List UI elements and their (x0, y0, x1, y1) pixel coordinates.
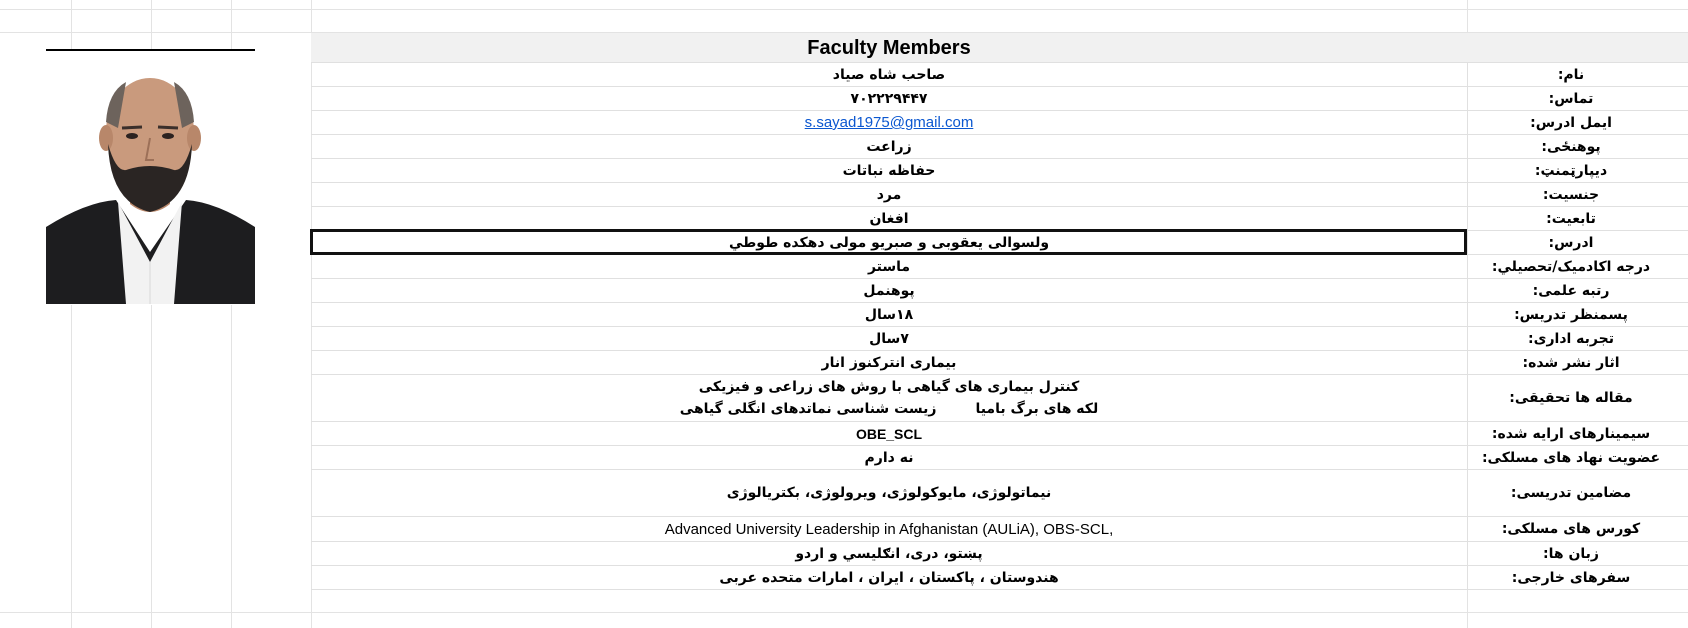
gender-label: جنسیت: (1467, 183, 1674, 206)
languages-label: زبان ها: (1467, 542, 1674, 565)
admin-value: ۷سال (869, 330, 909, 347)
languages-value: پښتو، دری، انګلیسي و اردو (795, 545, 983, 562)
nationality-label: تابعیت: (1467, 207, 1674, 230)
publications-value: بیماری انترکنوز انار (821, 354, 957, 371)
address-label: ادرس: (1467, 231, 1674, 254)
title-row (311, 33, 1688, 63)
contact-label: تماس: (1467, 87, 1674, 110)
row-seminars[interactable] (311, 422, 1688, 446)
email-label: ایمل ادرس: (1467, 111, 1674, 134)
department-label: دیپارټمنټ: (1467, 159, 1674, 182)
row-gender[interactable] (311, 183, 1688, 207)
seminars-value: OBE_SCL (855, 425, 923, 442)
row-research[interactable] (311, 375, 1688, 422)
travel-label: سفرهای خارجی: (1467, 566, 1674, 589)
nationality-value: افغان (869, 210, 909, 227)
row-contact[interactable] (311, 87, 1688, 111)
publications-label: اثار نشر شده: (1467, 351, 1674, 374)
row-name[interactable] (311, 63, 1688, 87)
row-teaching[interactable] (311, 303, 1688, 327)
row-languages[interactable] (311, 542, 1688, 566)
rank-value: پوهنمل (863, 282, 915, 299)
department-value: حفاظه نباتات (842, 162, 936, 179)
row-email[interactable] (311, 111, 1688, 135)
courses-value: Advanced University Leadership in Afghanistan (AULiA), OBS-SCL, (664, 520, 1114, 538)
travel-value: هندوستان ، پاکستان ، ایران ، امارات متحده عربی (719, 569, 1059, 586)
row-travel[interactable] (311, 566, 1688, 590)
row-department[interactable] (311, 159, 1688, 183)
admin-label: تجربه اداری: (1467, 327, 1674, 350)
row-admin[interactable] (311, 327, 1688, 351)
sheet-title: Faculty Members (807, 37, 971, 59)
row-courses[interactable] (311, 517, 1688, 542)
subjects-value: نیماتولوژی، مایوکولوژی، ویرولوژی، بکتریالوژی (726, 485, 1052, 501)
row-faculty[interactable] (311, 135, 1688, 159)
grid-line (0, 612, 1688, 613)
research-line-2: لکه های برگ بامیا زیست شناسی نماتدهای انگلی گیاهی (679, 401, 1099, 417)
name-value: صاحب شاه صیاد (832, 66, 946, 83)
row-publications[interactable] (311, 351, 1688, 375)
subjects-label: مضامین تدریسی: (1467, 470, 1674, 516)
faculty-sheet (311, 33, 1688, 590)
faculty-label: پوهنځی: (1467, 135, 1674, 158)
courses-label: کورس های مسلکی: (1467, 517, 1674, 541)
row-rank[interactable] (311, 279, 1688, 303)
email-link[interactable]: s.sayad1975@gmail.com (804, 114, 974, 131)
portrait-avatar-icon (46, 51, 255, 305)
membership-label: عضویت نهاد های مسلکی: (1467, 446, 1674, 469)
research-value (311, 375, 1467, 421)
profile-photo (46, 49, 255, 305)
degree-label: درجه اکادمیک/تحصیلي: (1467, 255, 1674, 278)
gender-value: مرد (876, 186, 902, 203)
grid-line (0, 9, 1688, 10)
row-degree[interactable] (311, 255, 1688, 279)
degree-value: ماستر (867, 258, 911, 275)
research-line-1: کنترل بیماری های گیاهی با روش های زراعی و فیزیکی (698, 379, 1080, 395)
row-membership[interactable] (311, 446, 1688, 470)
teaching-value: ۱۸سال (864, 306, 914, 323)
email-cell (311, 111, 1467, 134)
seminars-label: سیمینارهای ارایه شده: (1467, 422, 1674, 445)
research-label: مقاله ها تحقیقی: (1467, 375, 1674, 421)
row-address[interactable] (311, 231, 1688, 255)
membership-value: نه دارم (864, 449, 914, 466)
address-value: ولسوالی یعقوبی و صبریو مولی دهکده طوطي (728, 234, 1050, 251)
teaching-label: پسمنظر تدریس: (1467, 303, 1674, 326)
contact-value: ۷۰۲۲۲۹۴۴۷ (850, 90, 928, 107)
rank-label: رتبه علمی: (1467, 279, 1674, 302)
name-label: نام: (1467, 63, 1674, 86)
row-nationality[interactable] (311, 207, 1688, 231)
row-subjects[interactable] (311, 470, 1688, 517)
faculty-value: زراعت (866, 138, 912, 155)
